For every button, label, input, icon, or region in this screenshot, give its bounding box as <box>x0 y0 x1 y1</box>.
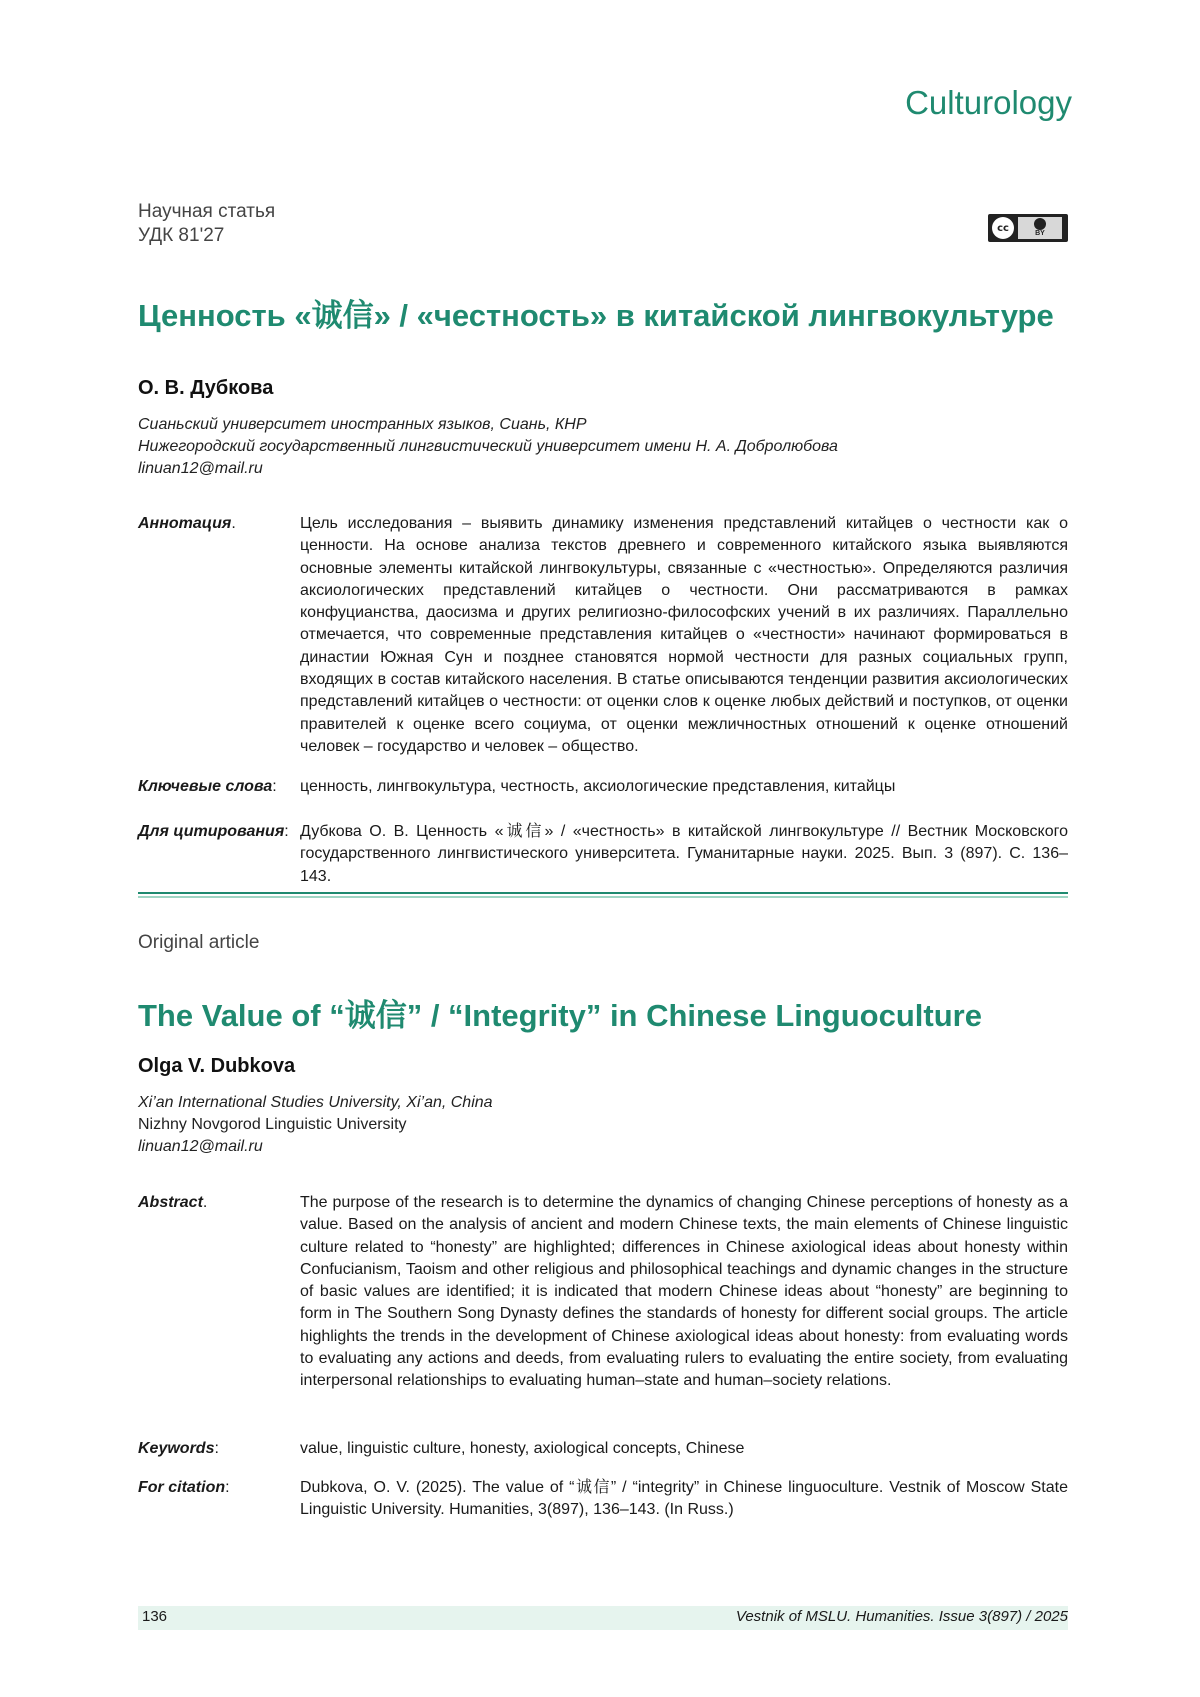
keywords-label: Ключевые слова <box>138 778 273 795</box>
section-label: Culturology <box>905 84 1072 121</box>
abstract-label: Аннотация <box>138 515 232 532</box>
citation-text-en: Dubkova, O. V. (2025). The value of “诚信” / “integrity” in Chinese linguoculture. Vestnik of Moscow State Linguistic University. Humanities, 3(897), 136–143. (In Russ.) <box>300 1479 1068 1519</box>
abstract-text: Цель исследования – выявить динамику изменения представлений китайцев о честности как о ценности. На основе анализа текстов древнего и современного китайского языка выявляются основные элементы китайской лингвокультуры, связанные с «честностью». Определяются различия аксиологических представлений китайцев о честности. Они рассматриваются в рамках конфуцианства, даосизма и других религиозно-философских учений в их различиях. Параллельно отмечается, что современные представления китайцев о «честности» начинают формироваться в династии Южная Сун и позднее становятся нормой честности для разных социальных групп, входящих в состав китайского населения. В статье описываются тенденции развития аксиологических представлений китайцев о честности: от оценки слов к оценке любых действий и поступков, от оценки правителей к оценке всего социума, от оценки межличностных отношений к оценке отношений человек – государство и человек – общество. <box>300 515 1068 755</box>
keywords-label-en: Keywords <box>138 1440 215 1457</box>
author-name-ru: О. В. Дубкова <box>138 377 274 399</box>
keywords-en: Keywords: value, linguistic culture, honesty, axiological concepts, Chinese <box>138 1438 1068 1460</box>
citation-label: Для цитирования <box>138 823 285 840</box>
by-label: BY <box>1035 230 1045 237</box>
cc-icon: cc <box>992 217 1014 239</box>
udc-code: УДК 81'27 <box>138 225 225 246</box>
section-divider <box>138 892 1068 898</box>
affiliations-ru <box>138 414 838 480</box>
citation-label-en: For citation <box>138 1479 226 1496</box>
affiliation-1: Сианьский университет иностранных языков, Сиань, КНР <box>138 416 587 433</box>
citation-en: For citation: Dubkova, O. V. (2025). The value of “诚信” / “integrity” in Chinese linguoculture. Vestnik of Moscow State Linguistic University. Humanities, 3(897), 136–143. (In Russ.) <box>138 1477 1068 1522</box>
article-title-en: The Value of “诚信” / “Integrity” in Chinese Linguoculture <box>138 998 982 1033</box>
article-title-ru: Ценность «诚信» / «честность» в китайской лингвокультуре <box>138 298 1054 333</box>
author-email[interactable]: linuan12@mail.ru <box>138 460 263 477</box>
citation-ru: Для цитирования: Дубкова О. В. Ценность «诚信» / «честность» в китайской лингвокультуре // Вестник Московского государственного лингвистического университета. Гуманитарные науки. 2025. Вып. 3 (897). С. 136–143. <box>138 821 1068 888</box>
page-number: 136 <box>142 1608 168 1625</box>
abstract-label-en: Abstract <box>138 1194 203 1211</box>
cc-by-license-badge[interactable] <box>988 214 1068 242</box>
keywords-ru: Ключевые слова: ценность, лингвокультура, честность, аксиологические представления, китайцы <box>138 776 1068 798</box>
keywords-text: ценность, лингвокультура, честность, аксиологические представления, китайцы <box>300 778 896 795</box>
affiliation-2: Нижегородский государственный лингвистический университет имени Н. А. Добролюбова <box>138 438 838 455</box>
article-type-label: Научная статья <box>138 201 276 222</box>
author-name-en: Olga V. Dubkova <box>138 1055 296 1077</box>
abstract-ru: Аннотация. Цель исследования – выявить динамику изменения представлений китайцев о честности как о ценности. На основе анализа текстов древнего и современного китайского языка выявляются основные элементы китайской лингвокультуры, связанные с «честностью». Определяются различия аксиологических представлений китайцев о честности. Они рассматриваются в рамках конфуцианства, даосизма и других религиозно-философских учений в их различиях. Параллельно отмечается, что современные представления китайцев о «честности» начинают формироваться в династии Южная Сун и позднее становятся нормой честности для разных социальных групп, входящих в состав китайского населения. В статье описываются тенденции развития аксиологических представлений китайцев о честности: от оценки слов к оценке любых действий и поступков, от оценки правителей к оценке всего социума, от оценки межличностных отношений к оценке отношений человек – государство и человек – общество. <box>138 513 1068 758</box>
journal-issue: Vestnik of MSLU. Humanities. Issue 3(897) / 2025 <box>735 1608 1068 1625</box>
article-type-en: Original article <box>138 932 260 953</box>
abstract-text-en: The purpose of the research is to determine the dynamics of changing Chinese perceptions of honesty as a value. Based on the analysis of ancient and modern Chinese texts, the main elements of Chinese linguistic culture related to “honesty” are highlighted; differences in Chinese axiological ideas about honesty within Confucianism, Taoism and other religious and philosophical teachings and dynamic changes in the structure of basic values are identified; it is indicated that modern Chinese ideas about “honesty” are beginning to form in The Southern Song Dynasty defines the standards of honesty for different social groups. The article highlights the trends in the development of Chinese axiological ideas about honesty: from evaluating words to evaluating any actions and deeds, from evaluating rulers to evaluating the entire society, from evaluating interpersonal relationships to evaluating human–state and human–society relations. <box>300 1194 1068 1390</box>
article-type-ru <box>138 200 275 248</box>
author-email-en[interactable]: linuan12@mail.ru <box>138 1138 263 1155</box>
affiliations-en <box>138 1092 493 1158</box>
keywords-text-en: value, linguistic culture, honesty, axiological concepts, Chinese <box>300 1440 745 1457</box>
affiliation-1-en: Xi’an International Studies University, Xi’an, China <box>138 1094 493 1111</box>
citation-text: Дубкова О. В. Ценность «诚信» / «честность» в китайской лингвокультуре // Вестник Московского государственного лингвистического университета. Гуманитарные науки. 2025. Вып. 3 (897). С. 136–143. <box>300 823 1068 885</box>
affiliation-2-en: Nizhny Novgorod Linguistic University <box>138 1116 407 1133</box>
by-icon <box>1018 217 1062 239</box>
abstract-en: Abstract. The purpose of the research is to determine the dynamics of changing Chinese perceptions of honesty as a value. Based on the analysis of ancient and modern Chinese texts, the main elements of Chinese linguistic culture related to “honesty” are highlighted; differences in Chinese axiological ideas about honesty within Confucianism, Taoism and other religious and philosophical teachings and dynamic changes in the structure of basic values are identified; it is indicated that modern Chinese ideas about “honesty” are beginning to form in The Southern Song Dynasty defines the standards of honesty for different social groups. The article highlights the trends in the development of Chinese axiological ideas about honesty: from evaluating words to evaluating any actions and deeds, from evaluating rulers to evaluating the entire society, from evaluating interpersonal relationships to evaluating human–state and human–society relations. <box>138 1192 1068 1393</box>
